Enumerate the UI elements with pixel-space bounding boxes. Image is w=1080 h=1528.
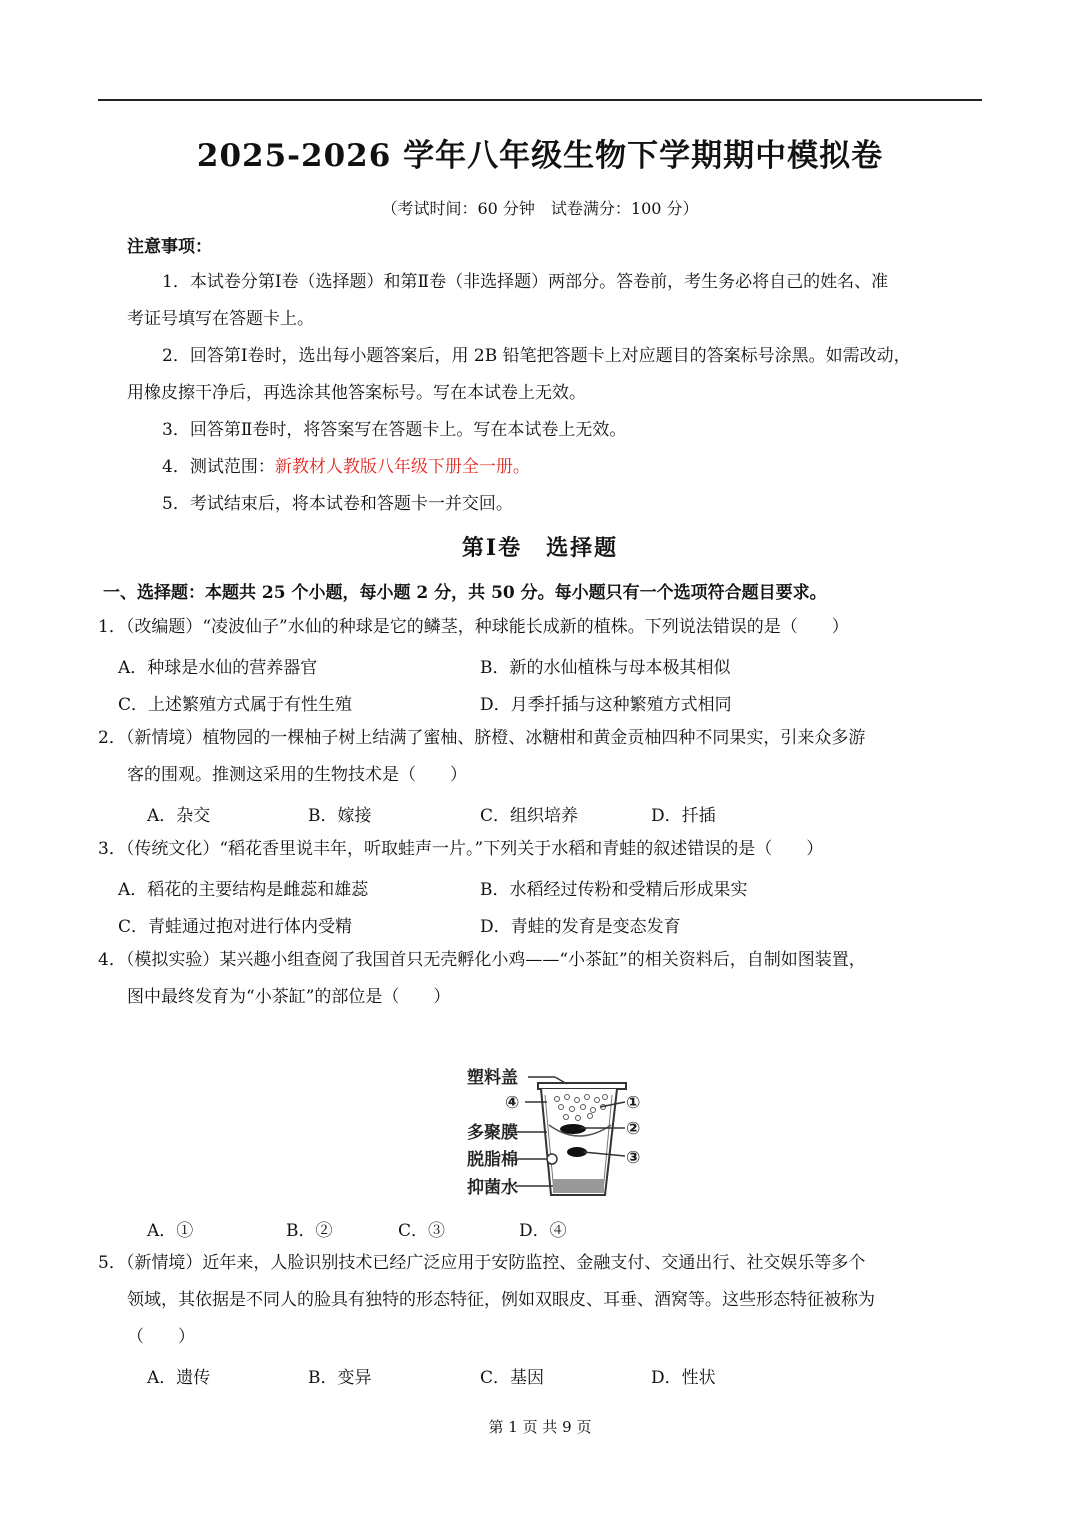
- header-rule: [98, 99, 982, 101]
- question-4-stem-cont: 图中最终发育为“小茶缸”的部位是（ ）: [127, 987, 451, 1007]
- question-5-stem-cont: 领域，其依据是不同人的脸具有独特的形态特征，例如双眼皮、耳垂、酒窝等。这些形态特征被称为: [127, 1290, 875, 1310]
- question-2-option-b: B．嫁接: [308, 806, 372, 826]
- question-1-option-c: C．上述繁殖方式属于有性生殖: [118, 695, 353, 715]
- question-3-option-a: A．稻花的主要结构是雌蕊和雄蕊: [118, 880, 369, 900]
- page-footer: 第 1 页 共 9 页: [488, 1418, 592, 1436]
- figure-label-plastic-lid: 塑料盖: [467, 1068, 518, 1088]
- question-3-option-c: C．青蛙通过抱对进行体内受精: [118, 917, 353, 937]
- notice-item-5: 5．考试结束后，将本试卷和答题卡一并交回。: [162, 494, 513, 514]
- question-1-option-a: A．种球是水仙的营养器官: [118, 658, 318, 678]
- question-5-option-b: B．变异: [308, 1368, 372, 1388]
- question-5-stem: 5．（新情境）近年来，人脸识别技术已经广泛应用于安防监控、金融支付、交通出行、社交娱乐等多个: [98, 1253, 866, 1273]
- question-3-option-d: D．青蛙的发育是变态发育: [480, 917, 681, 937]
- figure-label-cotton: 脱脂棉: [467, 1150, 518, 1170]
- section-title: 第Ⅰ卷 选择题: [461, 535, 619, 561]
- question-2-stem-cont: 客的围观。推测这采用的生物技术是（ ）: [127, 765, 467, 785]
- notice-item-4-range: 新教材人教版八年级下册全一册。: [274, 457, 530, 477]
- question-2-option-a: A．杂交: [147, 806, 211, 826]
- question-1-option-d: D．月季扦插与这种繁殖方式相同: [480, 695, 732, 715]
- exam-info: （考试时间：60 分钟 试卷满分：100 分）: [381, 199, 699, 218]
- question-3-stem: 3．（传统文化）“稻花香里说丰年，听取蛙声一片。”下列关于水稻和青蛙的叙述错误的是（ ）: [98, 839, 824, 859]
- question-1-stem: 1．（改编题）“凌波仙子”水仙的种球是它的鳞茎，种球能长成新的植株。下列说法错误的是（ ）: [98, 617, 849, 637]
- notice-item-3: 3．回答第Ⅱ卷时，将答案写在答题卡上。写在本试卷上无效。: [162, 420, 627, 440]
- question-1-option-b: B．新的水仙植株与母本极其相似: [480, 658, 731, 678]
- figure-label-4: ④: [505, 1093, 520, 1113]
- question-4-option-c: C．③: [398, 1221, 446, 1241]
- question-4-option-a: A．①: [147, 1221, 194, 1241]
- question-5-option-a: A．遗传: [147, 1368, 211, 1388]
- notice-item-4-prefix: 4．测试范围：: [162, 457, 275, 477]
- notice-heading: 注意事项：: [127, 237, 212, 257]
- figure-label-polymer-film: 多聚膜: [467, 1123, 518, 1143]
- question-4-option-d: D．④: [519, 1221, 567, 1241]
- page-title: 2025-2026 学年八年级生物下学期期中模拟卷: [196, 138, 884, 174]
- question-3-option-b: B．水稻经过传粉和受精后形成果实: [480, 880, 748, 900]
- question-4-stem: 4．（模拟实验）某兴趣小组查阅了我国首只无壳孵化小鸡——“小茶缸”的相关资料后，自制如图装置，: [98, 950, 866, 970]
- notice-item-2-cont: 用橡皮擦干净后，再选涂其他答案标号。写在本试卷上无效。: [127, 383, 586, 403]
- cup-shape: [538, 1083, 626, 1195]
- question-5-option-c: C．基因: [480, 1368, 545, 1388]
- figure-label-antibacterial-water: 抑菌水: [467, 1178, 518, 1198]
- section-heading: 一、选择题：本题共 25 个小题，每小题 2 分，共 50 分。每小题只有一个选项符合题目要求。: [103, 583, 827, 603]
- figure-label-2: ②: [626, 1119, 641, 1139]
- question-2-stem: 2．（新情境）植物园的一棵柚子树上结满了蜜柚、脐橙、冰糖柑和黄金贡柚四种不同果实，引来众多游: [98, 728, 866, 748]
- figure-label-3: ③: [626, 1148, 641, 1168]
- question-2-option-c: C．组织培养: [480, 806, 579, 826]
- question-4-option-b: B．②: [286, 1221, 333, 1241]
- question-2-option-d: D．扦插: [651, 806, 716, 826]
- notice-item-2: 2．回答第Ⅰ卷时，选出每小题答案后，用 2B 铅笔把答题卡上对应题目的答案标号涂黑。如需改动，: [162, 346, 911, 366]
- figure-label-1: ①: [626, 1093, 641, 1113]
- notice-item-4: [162, 456, 530, 478]
- question-5-stem-cont-2: （ ）: [127, 1327, 195, 1347]
- question-5-option-d: D．性状: [651, 1368, 716, 1388]
- notice-item-1: 1．本试卷分第Ⅰ卷（选择题）和第Ⅱ卷（非选择题）两部分。答卷前，考生务必将自己的姓名、准: [162, 272, 889, 292]
- notice-item-1-cont: 考证号填写在答题卡上。: [127, 309, 314, 329]
- incubation-device-figure: [455, 1055, 655, 1205]
